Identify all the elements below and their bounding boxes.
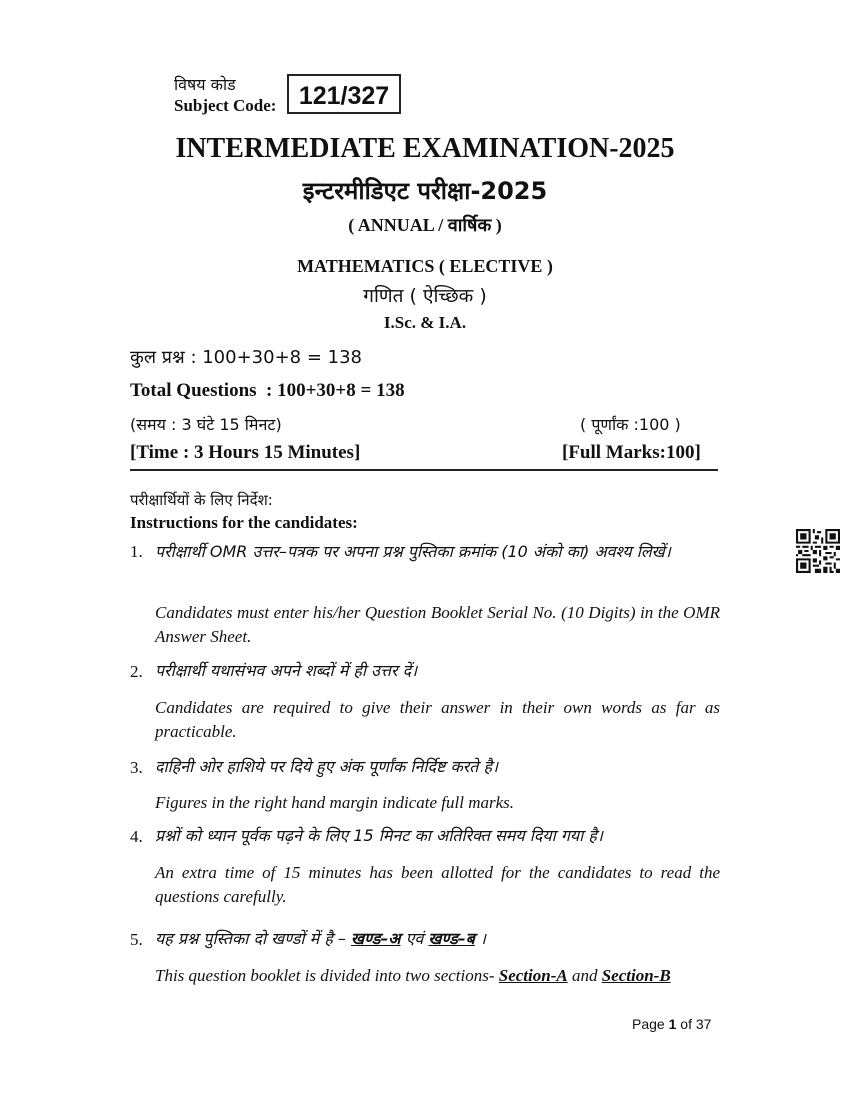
section-b-label-en: Section-B — [601, 966, 671, 985]
instruction-3-en: Figures in the right hand margin indicate full marks. — [155, 793, 515, 812]
time-hi: (समय : 3 घंटे 15 मिनट) — [130, 415, 282, 434]
page-indicator — [632, 1016, 711, 1032]
page-label: Page — [632, 1016, 665, 1032]
instructions-heading-hi: परीक्षार्थियों के लिए निर्देश: — [130, 491, 273, 509]
exam-title-en: INTERMEDIATE EXAMINATION-2025 — [175, 133, 675, 164]
instruction-3-hi: दाहिनी ओर हाशिये पर दिये हुए अंक पूर्णांक निर्दिष्ट करते है। — [155, 757, 499, 776]
instruction-5-hi-end: । — [479, 929, 486, 948]
section-a-label-en: Section-A — [498, 966, 568, 985]
instruction-2-number: 2. — [130, 662, 143, 681]
instruction-4-number: 4. — [130, 827, 143, 846]
instruction-5-hi-and: एवं — [405, 929, 424, 948]
instruction-5-hi-text: यह प्रश्न पुस्तिका दो खण्डों में है – — [155, 929, 346, 948]
annual-label: ( ANNUAL / वार्षिक ) — [348, 215, 502, 235]
subject-title-en: MATHEMATICS ( ELECTIVE ) — [297, 256, 553, 276]
full-marks-en: [Full Marks:100] — [562, 442, 701, 463]
instruction-4-hi: प्रश्नों को ध्यान पूर्वक पढ़ने के लिए 15 मिनट का अतिरिक्त समय दिया गया है। — [155, 826, 603, 845]
instruction-3-number: 3. — [130, 758, 143, 777]
section-a-label-hi: खण्ड–अ — [351, 929, 401, 948]
instruction-5-en-text: This question booklet is divided into two sections- — [155, 966, 495, 985]
section-b-label-hi: खण्ड–ब — [428, 929, 475, 948]
stream-label: I.Sc. & I.A. — [383, 313, 467, 332]
instruction-2-en: Candidates are required to give their answer in their own words as far as practicable. — [155, 698, 720, 741]
page-total: of 37 — [680, 1016, 712, 1032]
instruction-5-number: 5. — [130, 930, 143, 949]
instruction-1-en: Candidates must enter his/her Question Booklet Serial No. (10 Digits) in the OMR Answer Sheet. — [155, 603, 720, 646]
total-questions-hi: कुल प्रश्न : 100+30+8 = 138 — [130, 347, 362, 368]
total-questions-en: Total Questions : 100+30+8 = 138 — [130, 380, 405, 401]
instruction-5-en — [155, 964, 720, 988]
instruction-1-number: 1. — [130, 542, 143, 561]
page-number: 1 — [668, 1016, 677, 1032]
instructions-heading-en: Instructions for the candidates: — [130, 513, 358, 532]
instruction-1-hi: परीक्षार्थी OMR उत्तर–पत्रक पर अपना प्रश्न पुस्तिका क्रमांक (10 अंको का) अवश्य लिखें। — [155, 542, 671, 561]
subject-code-label-hi: विषय कोड — [174, 75, 236, 94]
instruction-5-hi — [155, 927, 720, 951]
instruction-2-hi: परीक्षार्थी यथासंभव अपने शब्दों में ही उत्तर दें। — [155, 661, 418, 680]
subject-title-hi: गणित ( ऐच्छिक ) — [363, 285, 487, 307]
time-en: [Time : 3 Hours 15 Minutes] — [130, 442, 361, 463]
subject-code-label-en: Subject Code: — [174, 96, 277, 115]
qr-code-icon — [796, 529, 840, 573]
instruction-5-en-and: and — [571, 966, 598, 985]
instruction-4-en: An extra time of 15 minutes has been allotted for the candidates to read the questions carefully. — [155, 863, 720, 906]
full-marks-hi: ( पूर्णांक :100 ) — [580, 415, 681, 434]
subject-code-box: 121/327 — [287, 74, 401, 114]
exam-title-hi: इन्टरमीडिएट परीक्षा-2025 — [302, 177, 548, 205]
header-divider — [130, 469, 718, 471]
